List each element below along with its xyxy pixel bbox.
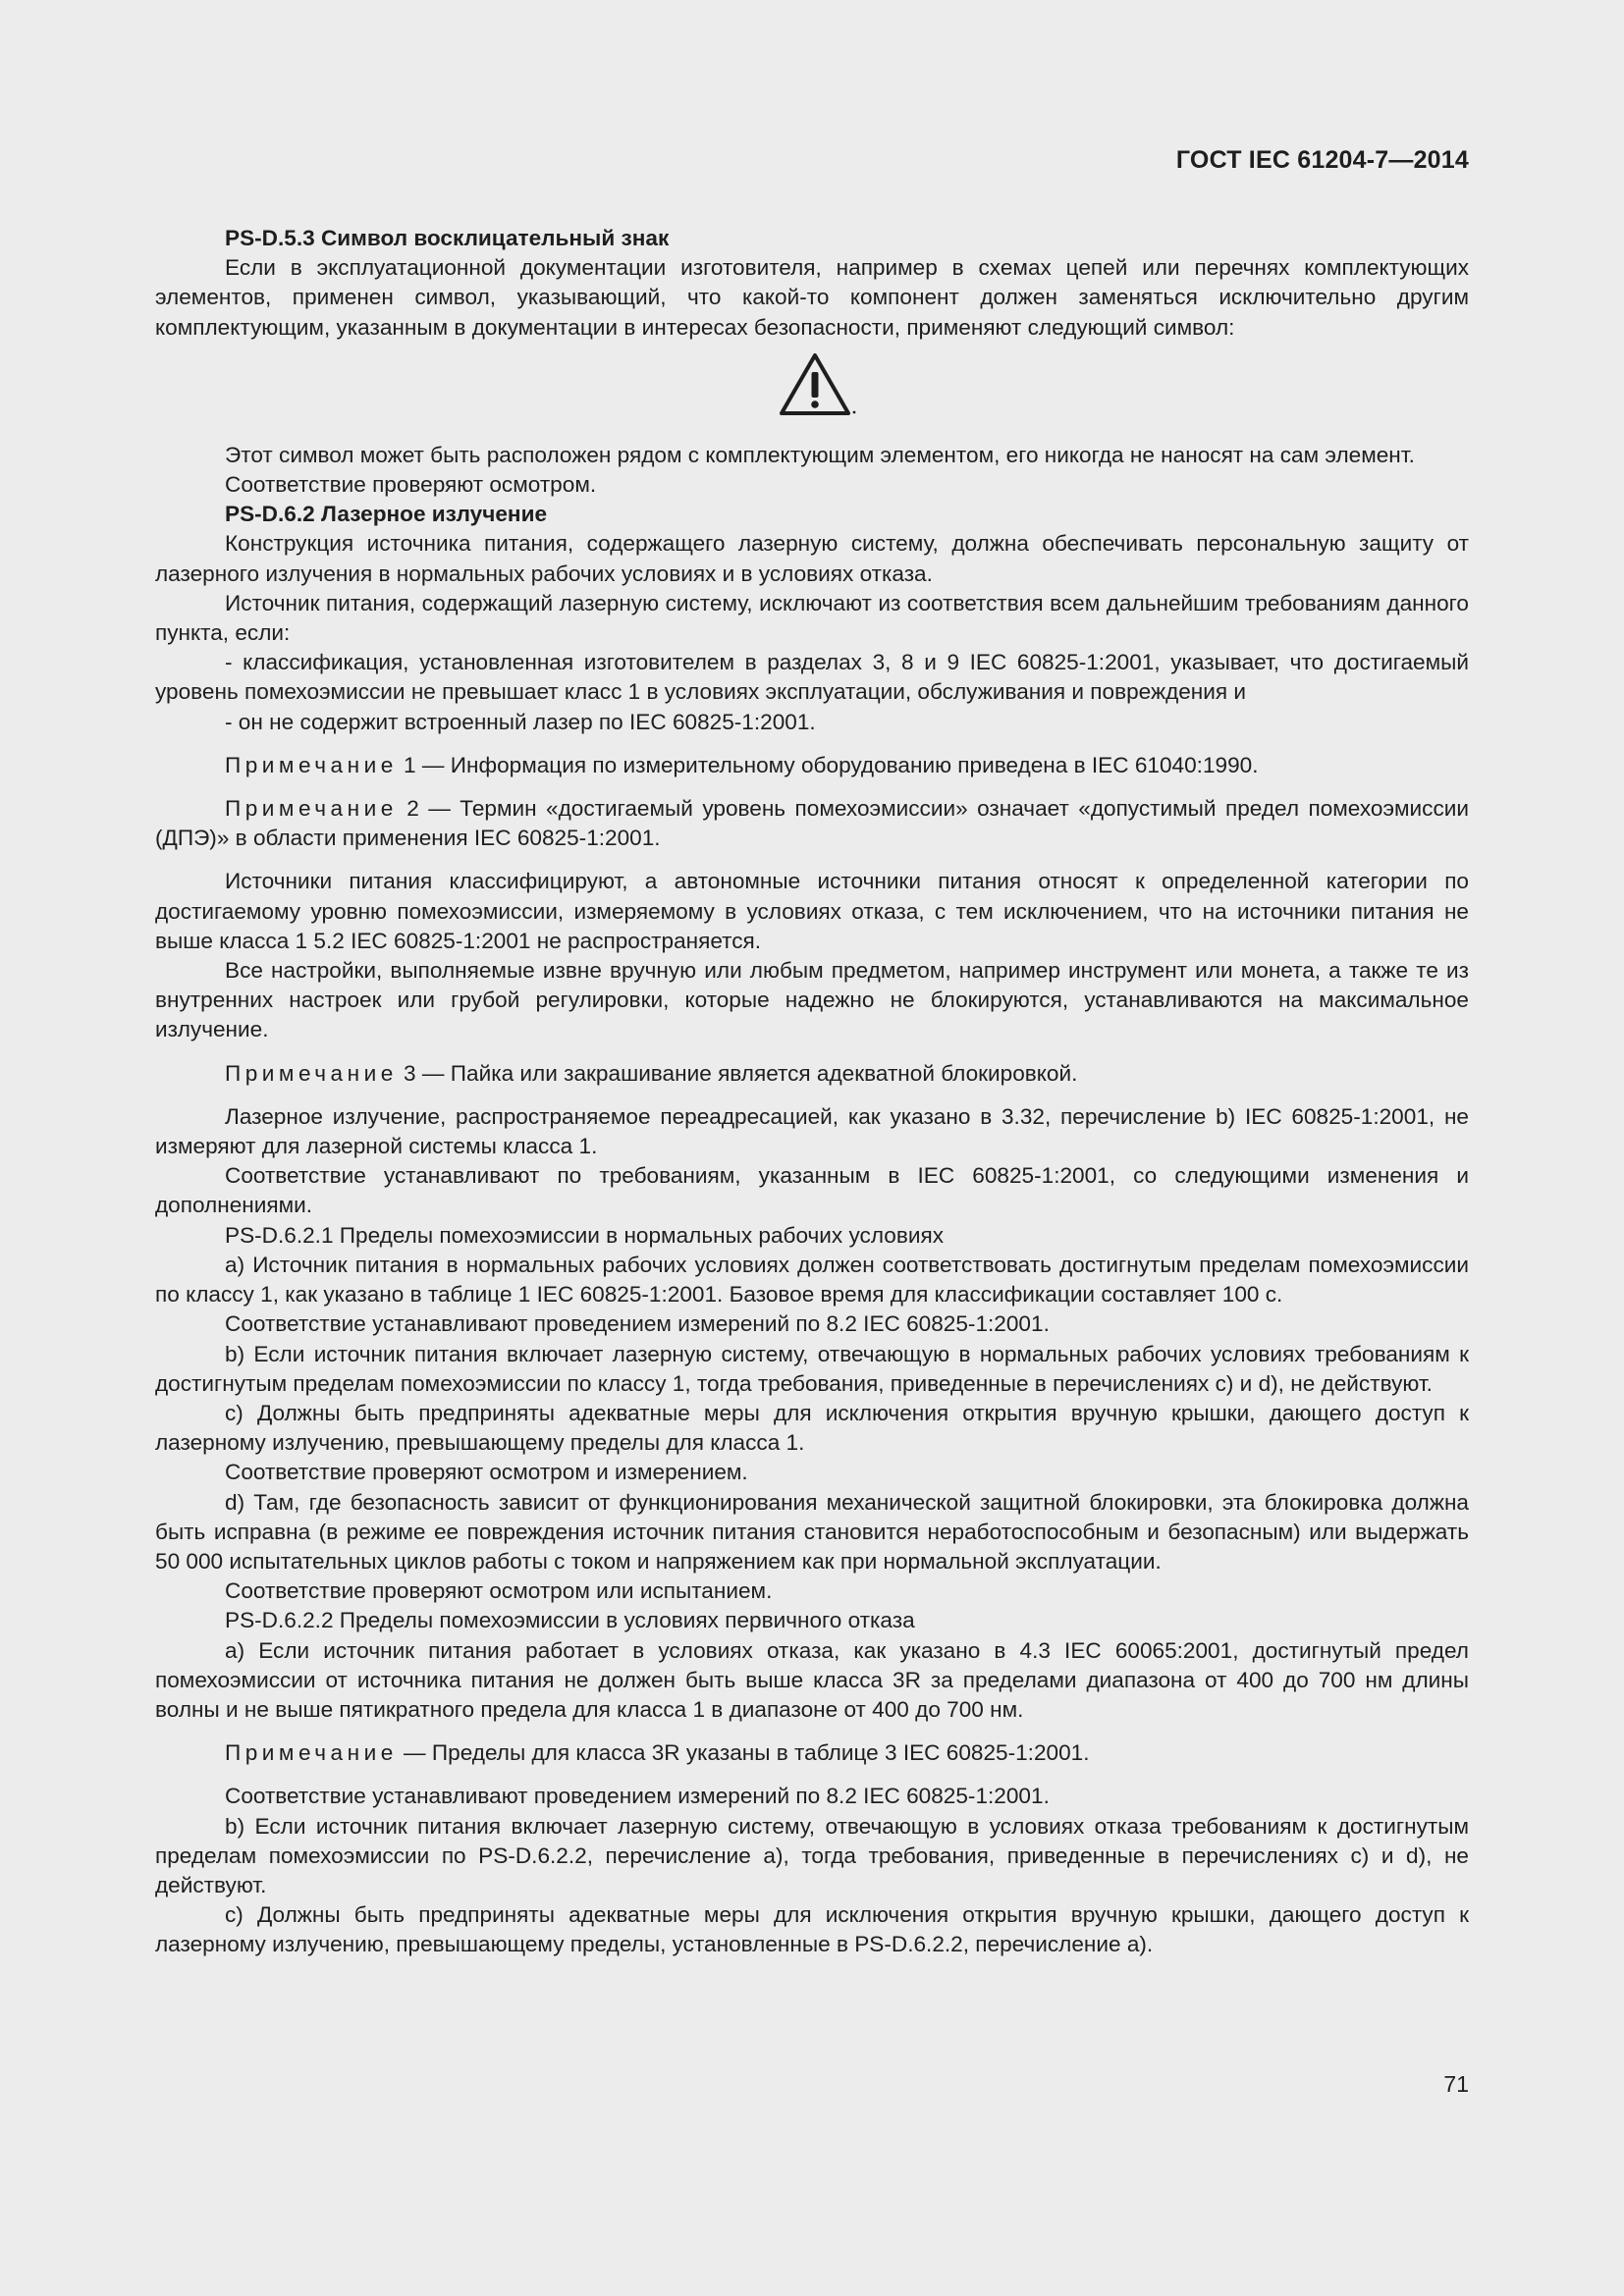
note-text: 1 — Информация по измерительному оборудованию приведена в IEC 61040:1990. <box>397 752 1259 777</box>
paragraph: - он не содержит встроенный лазер по IEC 60825-1:2001. <box>225 709 816 734</box>
paragraph: b) Если источник питания включает лазерную систему, отвечающую в условиях отказа требованиям к достигнутым пределам помехоэмиссии по PS-D.6.2.2, перечисление а), тогда требования, приведенные в перечислениях с) и d), не действуют. <box>155 1813 1469 1897</box>
paragraph: Соответствие устанавливают проведением измерений по 8.2 IEC 60825-1:2001. <box>225 1784 1050 1809</box>
note-label: Примечание <box>225 752 398 777</box>
note-label: Примечание <box>225 1740 398 1766</box>
paragraph: PS-D.6.2.1 Пределы помехоэмиссии в нормальных рабочих условиях <box>225 1222 945 1248</box>
note-text: — Пределы для класса 3R указаны в таблице 3 IEC 60825-1:2001. <box>397 1740 1090 1766</box>
warning-exclamation-triangle-icon <box>779 350 857 419</box>
note-label: Примечание <box>225 1060 398 1086</box>
document-body <box>155 224 1469 1960</box>
paragraph: Конструкция источника питания, содержащего лазерную систему, должна обеспечивать персональную защиту от лазерного излучения в нормальных рабочих условиях и в условиях отказа. <box>155 531 1469 586</box>
paragraph: Соответствие устанавливают проведением измерений по 8.2 IEC 60825-1:2001. <box>225 1311 1050 1337</box>
section-heading: PS-D.5.3 Символ восклицательный знак <box>225 226 670 250</box>
paragraph: Лазерное излучение, распространяемое переадресацией, как указано в 3.32, перечисление b) IEC 60825-1:2001, не измеряют для лазерной системы класса 1. <box>155 1103 1469 1159</box>
paragraph: Источник питания, содержащий лазерную систему, исключают из соответствия всем дальнейшим требованиям данного пункта, если: <box>155 590 1469 646</box>
paragraph: PS-D.6.2.2 Пределы помехоэмиссии в условиях первичного отказа <box>225 1608 915 1633</box>
note-paragraph <box>155 794 1469 853</box>
paragraph: Соответствие проверяют осмотром. <box>225 472 597 498</box>
paragraph: d) Там, где безопасность зависит от функционирования механической защитной блокировки, эта блокировка должна быть исправна (в режиме ее повреждения источник питания становится неработоспособным и безопасным) или выдержать 50 000 испытательных циклов работы с током и напряжением как при нормальной эксплуатации. <box>155 1489 1469 1574</box>
paragraph: Источники питания классифицируют, а автономные источники питания относят к определенной категории по достигаемому уровню помехоэмиссии, измеряемому в условиях отказа, с тем исключением, что на источники питания не выше класса 1 5.2 IEC 60825-1:2001 не распространяется. <box>155 869 1469 953</box>
note-paragraph <box>155 1738 1469 1768</box>
section-heading: PS-D.6.2 Лазерное излучение <box>225 502 548 527</box>
note-text: 3 — Пайка или закрашивание является адекватной блокировкой. <box>397 1060 1078 1086</box>
paragraph: Соответствие проверяют осмотром или испытанием. <box>225 1578 773 1604</box>
paragraph: Соответствие проверяют осмотром и измерением. <box>225 1460 748 1485</box>
paragraph: Соответствие устанавливают по требованиям, указанным в IEC 60825-1:2001, со следующими изменения и дополнениями. <box>155 1163 1469 1218</box>
note-label: Примечание <box>225 796 398 822</box>
paragraph: a) Если источник питания работает в условиях отказа, как указано в 4.3 IEC 60065:2001, достигнутый предел помехоэмиссии от источника питания не должен быть выше класса 3R за пределами диапазона от 400 до 700 нм длины волны и не выше пятикратного предела для класса 1 в диапазоне от 400 до 700 нм. <box>155 1637 1469 1722</box>
note-text: 2 — Термин «достигаемый уровень помехоэмиссии» означает «допустимый предел помехоэмиссии (ДПЭ)» в области применения IEC 60825-1:2001. <box>155 796 1469 851</box>
warning-symbol <box>155 345 1469 435</box>
paragraph: c) Должны быть предприняты адекватные меры для исключения открытия вручную крышки, дающего доступ к лазерному излучению, превышающему пределы, установленные в PS-D.6.2.2, перечисление а). <box>155 1902 1469 1957</box>
note-paragraph <box>155 751 1469 780</box>
text-block-main <box>155 441 1469 1960</box>
paragraph: - классификация, установленная изготовителем в разделах 3, 8 и 9 IEC 60825-1:2001, указывает, что достигаемый уровень помехоэмиссии не превышает класс 1 в условиях эксплуатации, обслуживания и повреждения и <box>155 650 1469 705</box>
paragraph: Этот символ может быть расположен рядом с комплектующим элементом, его никогда не наносят на сам элемент. <box>225 442 1415 467</box>
text-block-intro <box>155 224 1469 343</box>
paragraph: b) Если источник питания включает лазерную систему, отвечающую в нормальных рабочих условиях требованиям к достигнутым пределам помехоэмиссии по классу 1, тогда требования, приведенные в перечислениях с) и d), не действуют. <box>155 1341 1469 1396</box>
paragraph: Если в эксплуатационной документации изготовителя, например в схемах цепей или перечнях комплектующих элементов, применен символ, указывающий, что какой-то компонент должен заменяться исключительно другим комплектующим, указанным в документации в интересах безопасности, применяют следующий символ: <box>155 255 1469 340</box>
document-header: ГОСТ IEC 61204-7—2014 <box>1175 146 1469 174</box>
paragraph: a) Источник питания в нормальных рабочих условиях должен соответствовать достигнутым пределам помехоэмиссии по классу 1, как указано в таблице 1 IEC 60825-1:2001. Базовое время для классификации составляет 100 с. <box>155 1252 1469 1308</box>
paragraph: Все настройки, выполняемые извне вручную или любым предметом, например инструмент или монета, а также те из внутренних настроек или грубой регулировки, которые надежно не блокируются, устанавливаются на максимальное излучение. <box>155 958 1469 1042</box>
note-paragraph <box>155 1059 1469 1089</box>
paragraph: c) Должны быть предприняты адекватные меры для исключения открытия вручную крышки, дающего доступ к лазерному излучению, превышающему пределы для класса 1. <box>155 1400 1469 1456</box>
page-number: 71 <box>1443 2071 1469 2097</box>
